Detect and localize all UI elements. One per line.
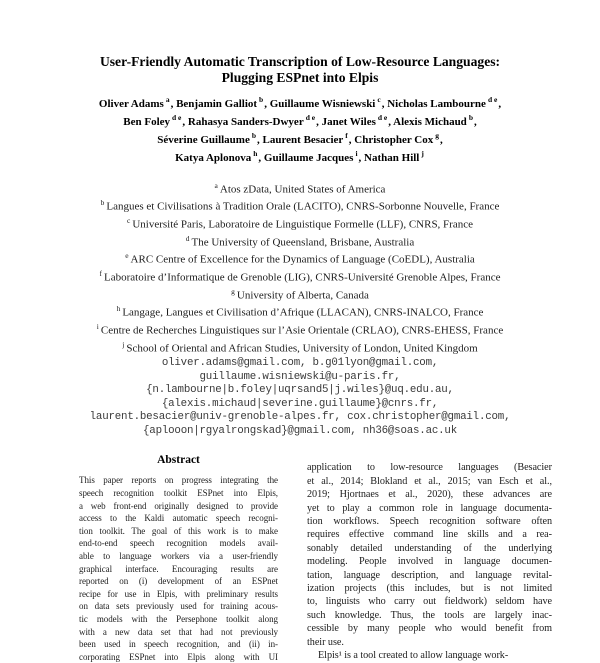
abstract-line: tion toolkit. The goal of this work is to make (79, 525, 278, 536)
affiliation-letter: a (214, 180, 218, 190)
email-line: guillaume.wisniewski@u-paris.fr, (199, 370, 401, 383)
emails-block (0, 357, 600, 438)
body-text-line-clipped: Elpis¹ is a tool created to allow language work- (318, 650, 509, 662)
affiliation-line (0, 214, 600, 232)
affiliation-text: School of Oriental and African Studies, University of London, United Kingdom (126, 342, 478, 355)
affiliation-marker: f (345, 130, 348, 140)
affiliation-marker: d e (172, 112, 182, 122)
affiliation-line (0, 320, 600, 338)
abstract-line: tic models with the Persephone toolkit along (79, 613, 278, 624)
affiliation-letter: i (96, 322, 99, 332)
affiliation-marker: b (251, 130, 257, 140)
email-line: {n.lambourne|b.foley|uqrsand5|j.wiles}@uq.edu.au, (146, 384, 454, 397)
affiliation-letter: j (122, 339, 125, 349)
abstract-line: This paper reports on progress integrating the (79, 475, 278, 486)
affiliation-line (0, 285, 600, 303)
body-text-line: tion workflows. Speech recognition software often (307, 516, 552, 527)
body-text-line: cessible by many people who would benefit from (307, 623, 552, 635)
affiliation-letter: c (127, 216, 131, 226)
affiliation-letter: b (100, 198, 105, 208)
body-text-line: requires effective command line skills and a rea- (307, 529, 552, 541)
abstract-line: graphical interface. Encouraging results are (79, 563, 278, 574)
affiliation-marker: c (377, 95, 381, 104)
email-line: oliver.adams@gmail.com, b.g01lyon@gmail.com, (161, 357, 439, 370)
author: Rahasya Sanders-Dwyer $^{d e}$, (187, 112, 319, 128)
author: Laurent Besacier $^f$, (262, 130, 352, 146)
right-column (307, 454, 552, 662)
author: Christopher Cox $^g$, (354, 130, 443, 146)
abstract-line: on data sets previously used for training acous- (79, 601, 278, 612)
authors-line (0, 93, 600, 111)
left-column (62, 454, 295, 663)
body-text-line: modeling. People involved in language documen- (307, 556, 552, 568)
affiliation-line (0, 249, 600, 267)
affiliation-text: Laboratoire d’Informatique de Grenoble (LIG), CNRS-Université Grenoble Alpes, France (104, 271, 501, 284)
body-text-line: et al., 2014; Blokland et al., 2015; van Esch et al., (307, 475, 552, 487)
affiliation-line (0, 232, 600, 250)
affiliation-marker: i (355, 148, 358, 158)
author: Alexis Michaud $^b$, (393, 112, 477, 128)
body-text-line: sonably detailed understanding of the underlying (307, 542, 552, 554)
author: Oliver Adams $^a$, (98, 95, 174, 110)
abstract-line: recipe for use in Elpis, with preliminary results (79, 588, 278, 599)
body-text-line: such knowledge. Thus, the tools are largely inac- (307, 609, 552, 621)
author: Séverine Guillaume $^b$, (157, 130, 260, 146)
affiliation-text: Université Paris, Laboratoire de Linguistique Formelle (LLF), CNRS, France (132, 218, 473, 231)
paper-title-line-2: Plugging ESPnet into Elpis (221, 70, 379, 85)
affiliation-line (0, 338, 600, 356)
author: Ben Foley $^{d e}$, (123, 112, 186, 128)
abstract-heading: Abstract (157, 454, 200, 467)
body-text-line: application to low-resource languages (Besacier (307, 462, 552, 474)
authors-line (0, 129, 600, 147)
paper-title (0, 0, 600, 86)
affiliation-marker: a (165, 95, 170, 104)
affiliation-line (0, 302, 600, 320)
affiliation-text: ARC Centre of Excellence for the Dynamics of Language (CoEDL), Australia (130, 254, 475, 267)
affiliation-letter: g (231, 286, 235, 296)
abstract-line: been used in speech recognition, and (ii) in- (79, 639, 278, 650)
affiliation-marker: d e (377, 112, 388, 122)
author: Janet Wiles $^{d e}$, (321, 112, 391, 128)
abstract-line: speech recognition toolkit ESPnet into Elpis, (79, 487, 278, 498)
affiliation-line (0, 179, 600, 197)
authors-block (0, 93, 600, 165)
author: Guillaume Wisniewski $^c$, (269, 95, 385, 110)
abstract-line: able to language workers via a user-friendly (79, 550, 278, 561)
email-line: {aplooon|rgyalrongskad}@gmail.com, nh36@soas.ac.uk (143, 424, 457, 437)
email-line: laurent.besacier@univ-grenoble-alpes.fr, cox.christopher@gmail.com, (89, 411, 511, 424)
authors-line (0, 111, 600, 129)
affiliations-block (0, 179, 600, 356)
body-text-line: yet to play a common role in language documenta- (307, 502, 552, 514)
abstract-line: access to the Kaldi automatic speech recogni- (79, 513, 278, 524)
affiliation-marker: j (421, 148, 424, 158)
affiliation-text: Centre de Recherches Linguistiques sur l’Asie Orientale (CRLAO), CNRS-EHESS, France (100, 324, 504, 337)
affiliation-marker: h (253, 148, 258, 158)
abstract-line: a web front-end originally designed to provide (79, 500, 278, 511)
affiliation-text: University of Alberta, Canada (236, 289, 369, 302)
paper-title-line-1: User-Friendly Automatic Transcription of Low-Resource Languages: (99, 54, 501, 69)
body-text-line: tation, language description, and language revital- (307, 569, 552, 581)
author: Guillaume Jacques $^i$, (263, 148, 362, 164)
author: Katya Aplonova $^h$, (175, 148, 262, 164)
affiliation-line (0, 196, 600, 214)
affiliation-letter: h (116, 304, 121, 314)
affiliation-text: Langues et Civilisations à Tradition Orale (LACITO), CNRS-Sorbonne Nouvelle, France (106, 201, 500, 214)
affiliation-line (0, 267, 600, 285)
affiliation-letter: d (185, 233, 190, 243)
affiliation-letter: f (99, 269, 102, 279)
affiliation-marker: d e (487, 95, 498, 104)
email-line: {alexis.michaud|severine.guillaume}@cnrs.fr, (161, 397, 439, 410)
two-column-body (0, 454, 600, 663)
affiliation-marker: b (468, 112, 473, 122)
author: Nicholas Lambourne $^{d e}$, (387, 95, 502, 110)
affiliation-marker: g (435, 130, 439, 140)
abstract-line: end-to-end speech recognition models avail- (79, 538, 278, 549)
affiliation-text: Langage, Langues et Civilisation d’Afrique (LLACAN), CNRS-INALCO, France (122, 307, 484, 320)
author: Benjamin Galliot $^b$, (176, 95, 267, 110)
body-text-line: their use. (307, 636, 344, 648)
author: Nathan Hill $^j$ (364, 148, 424, 164)
affiliation-text: The University of Queensland, Brisbane, Australia (191, 236, 415, 249)
authors-line (0, 147, 600, 165)
abstract-body (79, 474, 278, 663)
affiliation-marker: b (259, 95, 264, 104)
abstract-line: with a new data set that had not previously (79, 626, 278, 637)
affiliation-marker: d e (305, 112, 316, 122)
affiliation-letter: e (125, 251, 129, 261)
affiliation-text: Atos zData, United States of America (219, 183, 386, 196)
body-text-line: to, linguists who carry out fieldwork) seldom have (307, 596, 552, 608)
body-text-line: ization projects (this includes, but is not limited (307, 583, 552, 595)
body-text-line: 2019; Hjortnaes et al., 2020), these advances are (307, 489, 552, 501)
abstract-line: corporating ESPnet into Elpis along with UI (79, 651, 278, 662)
abstract-line: reported on (i) development of an ESPnet (79, 576, 278, 587)
